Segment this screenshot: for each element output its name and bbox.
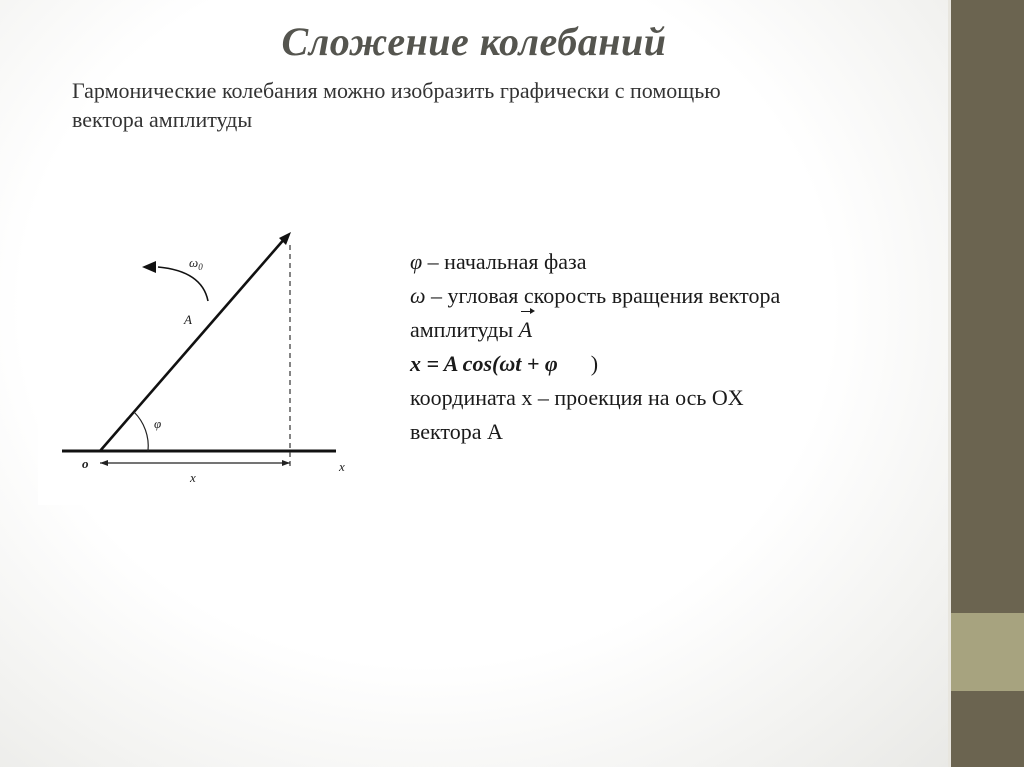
- phasor-diagram: [38, 205, 378, 505]
- rotation-arc: [158, 267, 208, 301]
- omega-label: [189, 255, 203, 272]
- legend-amplitude: [410, 313, 930, 347]
- phi-symbol: φ: [410, 249, 423, 274]
- x-axis-label: x: [339, 459, 345, 474]
- legend-omega: [410, 279, 930, 313]
- vector-a-label: A: [184, 312, 192, 327]
- legend-coordinate-1: координата x – проекция на ось OX: [410, 385, 744, 410]
- phasor-diagram-svg: [38, 205, 378, 505]
- intro-line-1: Гармонические колебания можно изобразить графически с помощью: [72, 78, 721, 103]
- formula-left: x = A cos(ωt + φ: [410, 351, 558, 376]
- phi-text: – начальная фаза: [427, 249, 587, 274]
- sidebar-accent-block: [951, 613, 1024, 691]
- decorative-sidebar: [948, 0, 1024, 767]
- angle-phi-label: φ: [154, 416, 162, 431]
- intro-text: [72, 76, 892, 134]
- projection-arrow-left: [100, 460, 108, 466]
- omega-text: – угловая скорость вращения вектора: [431, 283, 781, 308]
- omega-symbol: ω: [410, 283, 426, 308]
- intro-line-2: вектора амплитуды: [72, 107, 253, 132]
- amplitude-vector-symbol: A: [519, 313, 532, 347]
- legend-coordinate-2: вектора A: [410, 419, 503, 444]
- formula-right: ): [590, 351, 599, 376]
- slide-title: Сложение колебаний: [281, 19, 667, 64]
- phase-angle-arc: [134, 412, 148, 451]
- legend-block: [410, 245, 930, 449]
- origin-label: o: [82, 456, 89, 471]
- omega-label-subscript: 0: [198, 262, 203, 272]
- omega-label-main: ω: [189, 255, 199, 270]
- projection-x-label: x: [190, 470, 196, 485]
- rotation-arrowhead-icon: [142, 261, 156, 273]
- projection-arrow-right: [282, 460, 290, 466]
- legend-formula: [410, 347, 930, 381]
- amplitude-text: амплитуды: [410, 317, 514, 342]
- legend-phi: [410, 245, 930, 279]
